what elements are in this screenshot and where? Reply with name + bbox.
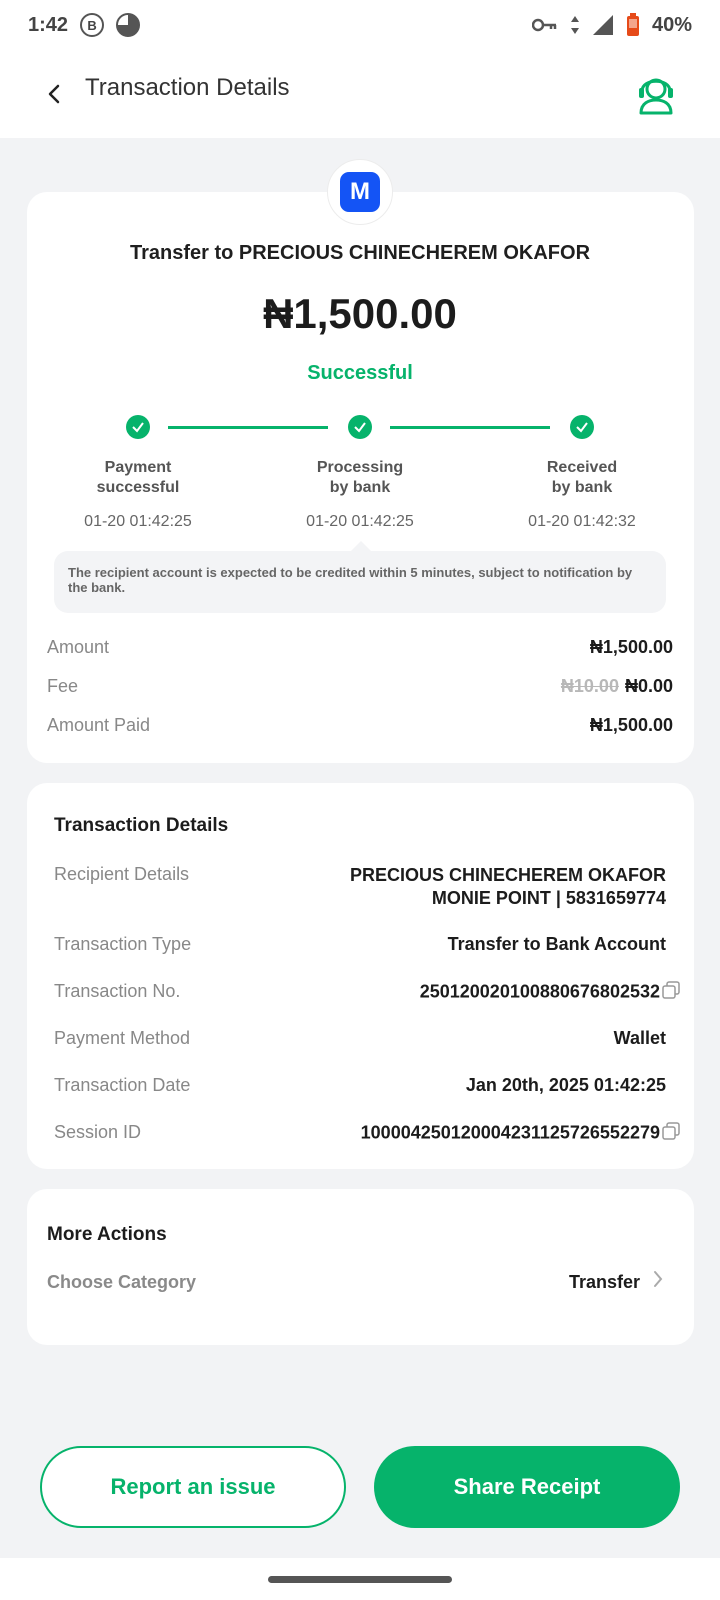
merchant-logo [327, 159, 393, 225]
page-title: Transaction Details [85, 74, 290, 101]
step-2-time: 01-20 01:42:25 [306, 513, 414, 530]
payment-method-value: Wallet [613, 1028, 666, 1048]
home-indicator[interactable] [268, 1576, 452, 1583]
session-id-text: 100004250120004231125726552279 [360, 1122, 660, 1143]
data-arrows-icon [570, 15, 580, 35]
details-card [27, 783, 694, 1169]
fee-current: ₦0.00 [624, 676, 673, 696]
customer-support-button[interactable] [632, 70, 680, 118]
step-3-time: 01-20 01:42:32 [528, 513, 636, 530]
amount-label: Amount [47, 637, 110, 657]
share-receipt-button[interactable]: Share Receipt [374, 1446, 680, 1528]
recipient-value [350, 864, 666, 910]
step-1-label: Payment successful [96, 459, 180, 496]
step-2-check-icon [348, 415, 372, 439]
payment-method-label: Payment Method [54, 1028, 191, 1048]
status-time: 1:42 [28, 13, 69, 36]
chevron-left-icon [46, 83, 62, 105]
copy-icon[interactable] [662, 981, 680, 1004]
step-2-label: Processing by bank [316, 459, 404, 496]
transaction-date-value: Jan 20th, 2025 01:42:25 [465, 1075, 666, 1095]
vpn-key-icon [532, 17, 558, 33]
status-bar [0, 0, 720, 50]
notice-pointer [351, 541, 371, 551]
recipient-name: PRECIOUS CHINECHEREM OKAFOR [349, 865, 666, 885]
report-issue-button[interactable]: Report an issue [40, 1446, 346, 1528]
credit-notice: The recipient account is expected to be credited within 5 minutes, subject to notification by the bank. [54, 551, 666, 613]
session-id-value [361, 1122, 680, 1145]
amount-paid-value: ₦1,500.00 [589, 715, 673, 735]
status-badge: Successful [307, 362, 413, 384]
transaction-type-label: Transaction Type [54, 934, 192, 954]
transaction-no-text: 250120020100880676802532 [419, 981, 660, 1002]
fee-value [561, 676, 673, 697]
amount-paid-label: Amount Paid [47, 715, 151, 735]
battery-level: 40% [651, 13, 692, 36]
transaction-type-value: Transfer to Bank Account [447, 934, 666, 954]
progress-line-1 [168, 426, 328, 429]
fee-label: Fee [47, 676, 79, 696]
more-actions-title: More Actions [47, 1224, 167, 1245]
progress-line-2 [390, 426, 550, 429]
step-1-check-icon [126, 415, 150, 439]
step-3-label: Received by bank [546, 459, 618, 496]
fee-original: ₦10.00 [560, 676, 619, 696]
pie-status-icon [116, 13, 140, 37]
choose-category-label: Choose Category [47, 1272, 197, 1292]
details-title: Transaction Details [54, 815, 229, 836]
transaction-no-label: Transaction No. [54, 981, 181, 1001]
transfer-title: Transfer to PRECIOUS CHINECHEREM OKAFOR [129, 242, 591, 264]
recipient-label: Recipient Details [54, 864, 190, 884]
step-1-time: 01-20 01:42:25 [84, 513, 192, 530]
category-value[interactable]: Transfer [568, 1272, 640, 1292]
transaction-date-label: Transaction Date [54, 1075, 191, 1095]
copy-icon[interactable] [662, 1122, 680, 1145]
back-button[interactable] [36, 76, 72, 112]
transaction-no-value [420, 981, 680, 1004]
signal-icon [592, 14, 614, 36]
moniepoint-logo-icon: M [340, 172, 380, 212]
recipient-bank: MONIE POINT | 5831659774 [431, 888, 666, 908]
app-bar [0, 50, 720, 138]
amount-value: ₦1,500.00 [589, 637, 673, 657]
chevron-right-icon[interactable] [652, 1269, 664, 1294]
session-id-label: Session ID [54, 1122, 142, 1142]
headset-agent-icon [632, 70, 680, 118]
more-actions-card [27, 1189, 694, 1345]
step-3-check-icon [570, 415, 594, 439]
battery-icon [626, 13, 640, 37]
transfer-amount: ₦1,500.00 [263, 290, 457, 337]
b-badge-icon: B [80, 13, 104, 37]
